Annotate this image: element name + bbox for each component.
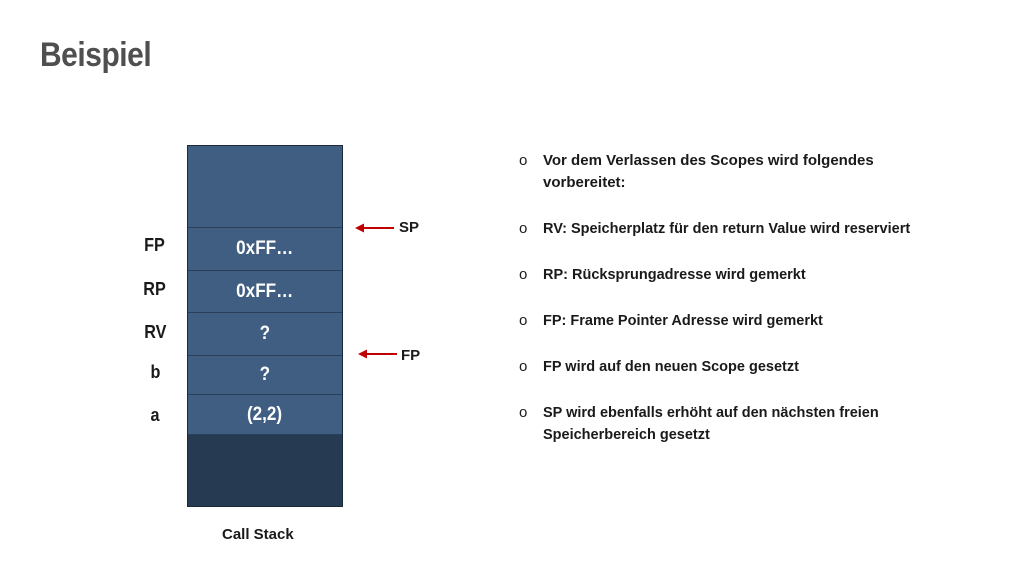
row-label-b: b xyxy=(150,362,160,382)
stack-cell-rp xyxy=(188,270,342,312)
stack-cell-a xyxy=(188,394,342,434)
bullet-marker-icon: o xyxy=(519,312,528,329)
bullet-marker-icon: o xyxy=(519,266,528,283)
bullet-item xyxy=(519,402,914,446)
bullet-item xyxy=(519,150,914,194)
call-stack-caption: Call Stack xyxy=(222,526,294,543)
stack-cell-value: 0xFF… xyxy=(236,238,294,259)
bullet-marker-icon: o xyxy=(519,358,528,375)
bullet-item xyxy=(519,264,914,286)
stack-cell-rv xyxy=(188,312,342,355)
stack-cell-value: (2,2) xyxy=(247,403,283,425)
bullet-marker-icon: o xyxy=(519,404,528,421)
bullet-text: Vor dem Verlassen des Scopes wird folgendes vorbereitet: xyxy=(543,152,874,191)
bullet-marker-icon: o xyxy=(519,152,528,169)
row-label-a: a xyxy=(150,405,160,425)
stack-cell-value: ? xyxy=(259,323,271,344)
bullet-text: RP: Rücksprungadresse wird gemerkt xyxy=(543,267,806,283)
stack-cell-value: 0xFF… xyxy=(236,280,294,302)
fp-label: FP xyxy=(401,347,421,364)
bullet-item xyxy=(519,356,914,378)
bullet-list xyxy=(519,150,914,446)
call-stack xyxy=(187,145,343,507)
bullet-text: FP: Frame Pointer Adresse wird gemerkt xyxy=(543,313,823,329)
stack-cell-fp xyxy=(188,227,342,270)
bullet-item xyxy=(519,310,914,332)
row-label-fp: FP xyxy=(144,235,166,255)
bullet-text: RV: Speicherplatz für den return Value wird reserviert xyxy=(543,221,911,237)
stack-cell-value: ? xyxy=(259,364,271,385)
row-label-rv: RV xyxy=(143,322,167,342)
slide-title: Beispiel xyxy=(40,36,152,74)
row-label-rp: RP xyxy=(143,279,167,299)
stack-cell-b xyxy=(188,355,342,394)
sp-arrow-icon xyxy=(355,222,395,234)
sp-label: SP xyxy=(399,219,420,236)
bullet-item xyxy=(519,218,914,240)
bullet-text: SP wird ebenfalls erhöht auf den nächsten freien Speicherbereich gesetzt xyxy=(543,405,879,443)
bullet-marker-icon: o xyxy=(519,220,528,237)
stack-cell-free xyxy=(188,434,342,506)
fp-arrow-icon xyxy=(358,348,398,360)
bullet-text: FP wird auf den neuen Scope gesetzt xyxy=(543,359,799,375)
